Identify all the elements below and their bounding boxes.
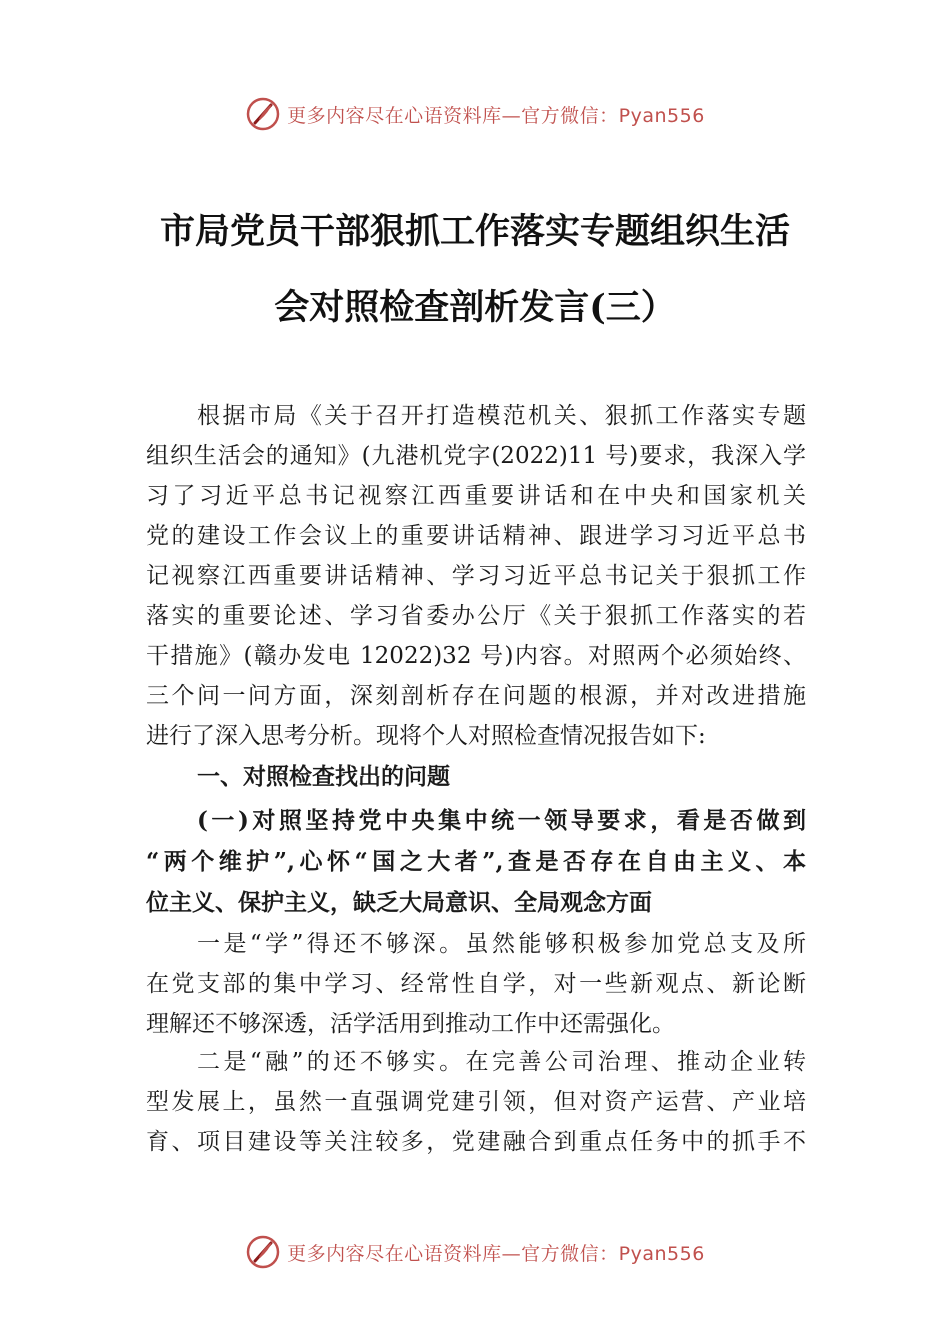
subsection-heading-line: 位主义、保护主义，缺乏大局意识、全局观念方面 [146, 889, 652, 916]
body-line: 型发展上，虽然一直强调党建引领，但对资产运营、产业培 [146, 1089, 806, 1115]
banner-text: 更多内容尽在心语资料库—官方微信：Pyan556 [287, 104, 705, 127]
section-heading: 一、对照检查找出的问题 [197, 764, 450, 790]
body-line: 三个问一问方面，深刻剖析存在问题的根源，并对改进措施 [146, 683, 806, 709]
header-banner [0, 92, 950, 136]
body-line: 组织生活会的通知》(九港机党字(2022)11 号)要求，我深入学 [146, 443, 806, 469]
body-line: 二是“融”的还不够实。在完善公司治理、推动企业转 [197, 1049, 806, 1075]
wechat-handle: Pyan556 [618, 1242, 705, 1265]
body-line: 习了习近平总书记视察江西重要讲话和在中央和国家机关 [146, 483, 806, 509]
body-line: 干措施》(赣办发电 12022)32 号)内容。对照两个必须始终、 [146, 643, 806, 669]
body-line: 一是“学”得还不够深。虽然能够积极参加党总支及所 [197, 931, 806, 957]
body-line: 记视察江西重要讲话精神、学习习近平总书记关于狠抓工作 [146, 563, 806, 589]
body-line: 党的建设工作会议上的重要讲话精神、跟进学习习近平总书 [146, 523, 806, 549]
document-title-line-2: 会对照检查剖析发言(三） [274, 287, 676, 328]
body-line: 育、项目建设等关注较多，党建融合到重点任务中的抓手不 [146, 1129, 806, 1155]
wechat-handle: Pyan556 [618, 104, 705, 127]
body-line: 理解还不够深透，活学活用到推动工作中还需强化。 [146, 1011, 675, 1037]
banner-text: 更多内容尽在心语资料库—官方微信：Pyan556 [287, 1242, 705, 1265]
body-line: 根据市局《关于召开打造模范机关、狠抓工作落实专题 [197, 403, 806, 429]
quill-logo-icon [245, 96, 281, 132]
body-line: 进行了深入思考分析。现将个人对照检查情况报告如下: [146, 723, 706, 749]
quill-logo-icon [245, 1234, 281, 1270]
body-line: 在党支部的集中学习、经常性自学，对一些新观点、新论断 [146, 971, 806, 997]
document-title-line-1: 市局党员干部狠抓工作落实专题组织生活 [159, 211, 790, 252]
subsection-heading-line: (一)对照坚持党中央集中统一领导要求，看是否做到 [197, 807, 806, 834]
body-line: 落实的重要论述、学习省委办公厅《关于狠抓工作落实的若 [146, 603, 806, 629]
footer-banner [0, 1230, 950, 1274]
subsection-heading-line: “两个维护”,心怀“国之大者”,查是否存在自由主义、本 [146, 848, 806, 875]
